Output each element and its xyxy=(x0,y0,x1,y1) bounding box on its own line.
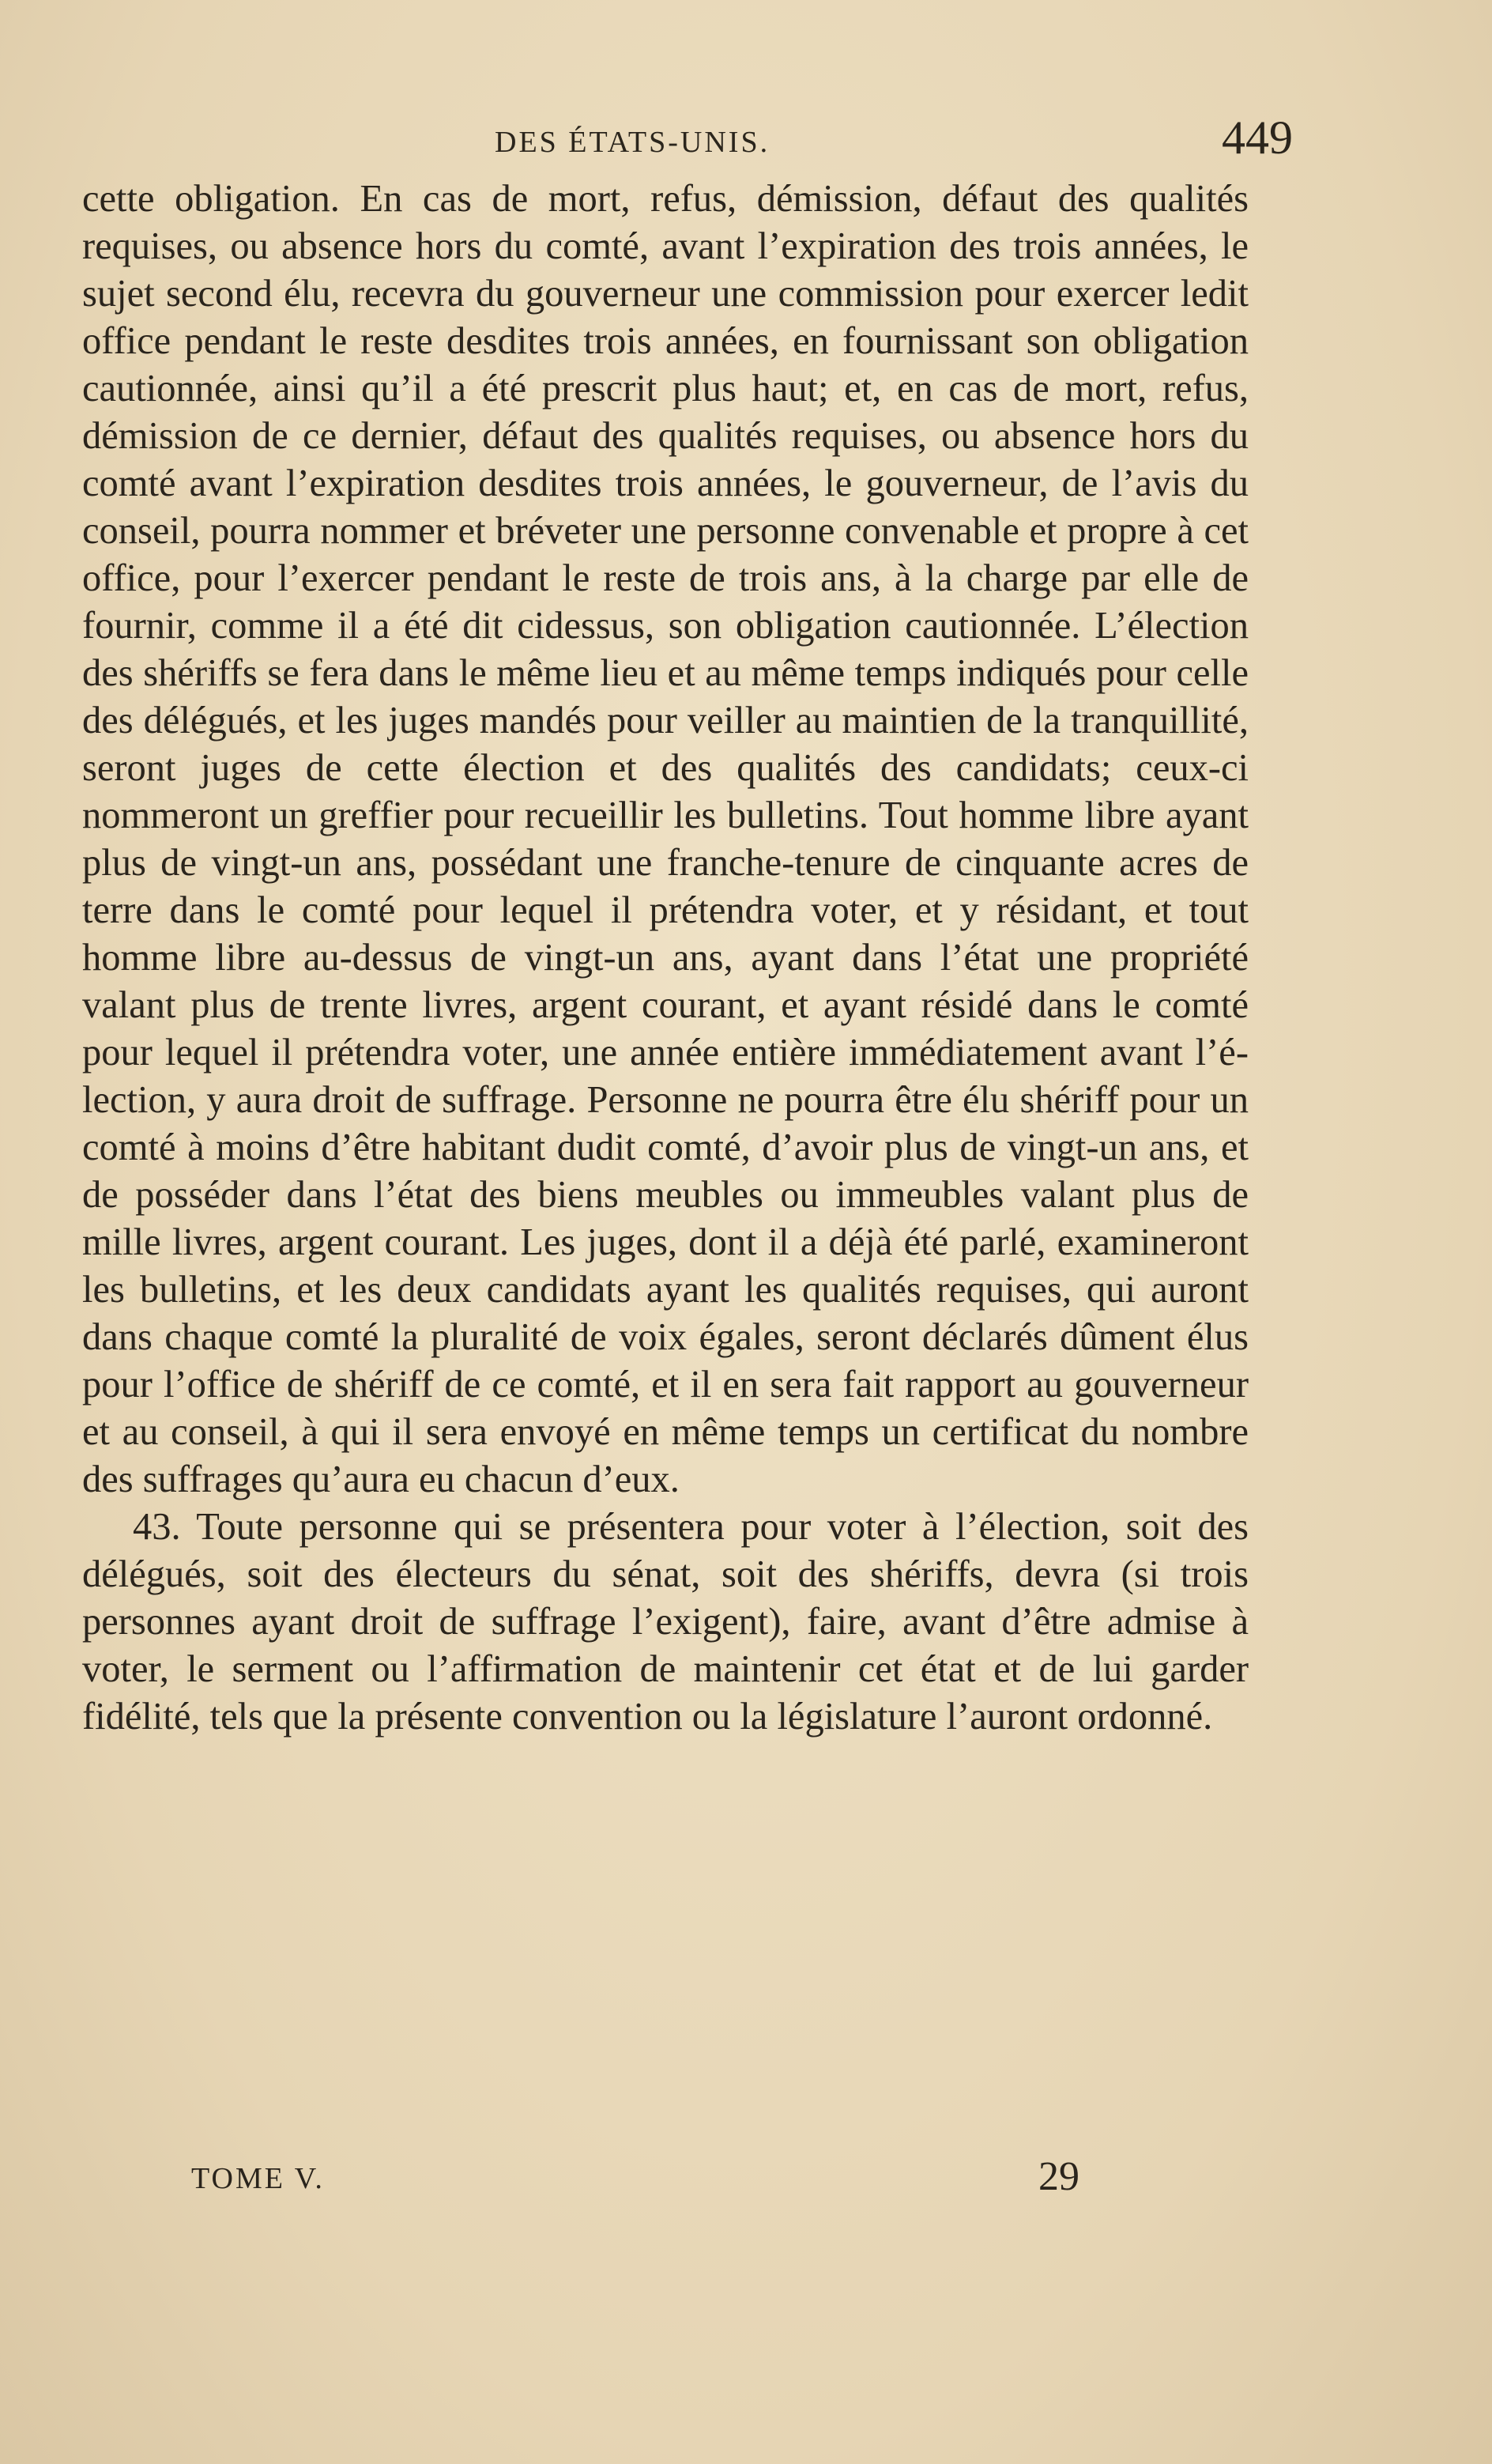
page-header xyxy=(76,111,1293,174)
volume-label: TOME V. xyxy=(191,2162,325,2195)
page-footer xyxy=(76,2153,1261,2217)
body-text xyxy=(82,175,1249,1741)
running-title: DES ÉTATS-UNIS. xyxy=(495,126,770,159)
paragraph-article-43: 43. Toute personne qui se présentera pour voter à l’élection, soit des délégués, soit des électeurs du sénat, soit des shériffs, devra (si trois personnes ayant droit de suffrage l’exigent), faire, avant d’être admise à voter, le serment ou l’affirmation de maintenir cet état et de lui garder fidélité, tels que la présente convention ou la législature l’auront ordonné. xyxy=(82,1506,1249,1738)
paragraph-continuation: cette obligation. En cas de mort, refus, démission, défaut des qualités requises, ou absence hors du comté, avant l’expiration des trois années, le sujet second élu, recevra du gouverneur une commission pour exercer ledit office pendant le reste desdites trois années, en fournissant son obligation cautionnée, ainsi qu’il a été prescrit plus haut; et, en cas de mort, refus, démission de ce dernier, défaut des qualités requises, ou absence hors du comté avant l’expiration desdites trois années, le gouverneur, de l’avis du conseil, pourra nommer et bréveter une personne convenable et propre à cet office, pour l’exercer pendant le reste de trois ans, à la charge par elle de fournir, comme il a été dit cidessus, son obligation cautionnée. L’élection des shériffs se fera dans le même lieu et au même temps indiqués pour celle des délégués, et les juges mandés pour veiller au maintien de la tranquillité, seront juges de cette élection et des qualités des candidats; ceux-ci nommeront un greffier pour recueillir les bulletins. Tout homme libre ayant plus de vingt-un ans, possédant une franche-tenure de cinquante acres de terre dans le comté pour lequel il prétendra voter, et y résidant, et tout homme libre au-dessus de vingt-un ans, ayant dans l’état une propriété valant plus de trente livres, argent courant, et ayant résidé dans le comté pour lequel il prétendra voter, une année entière immédiatement avant l’élection, y aura droit de suffrage. Personne ne pourra être élu shériff pour un comté à moins d’être habitant dudit comté, d’avoir plus de vingt-un ans, et de posséder dans l’état des biens meubles ou immeubles valant plus de mille livres, argent courant. Les juges, dont il a déjà été parlé, examineront les bulletins, et les deux candidats ayant les qualités requises, qui auront dans chaque comté la pluralité de voix égales, seront déclarés dûment élus pour l’office de shériff de ce comté, et il en sera fait rapport au gouverneur et au conseil, à qui il sera envoyé en même temps un certificat du nombre des suffrages qu’aura eu chacun d’eux. xyxy=(82,178,1249,1500)
signature-mark: 29 xyxy=(1038,2154,1079,2199)
page-number: 449 xyxy=(1222,111,1293,164)
